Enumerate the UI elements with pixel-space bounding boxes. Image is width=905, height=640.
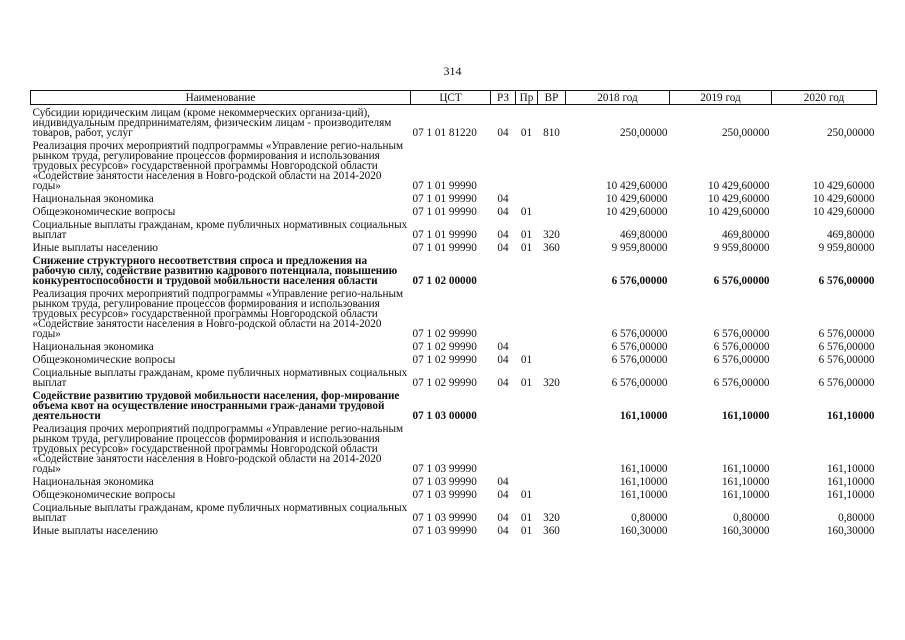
row-vr — [538, 487, 566, 500]
row-value-2020: 469,80000 — [826, 229, 875, 241]
table-row — [31, 487, 877, 500]
row-value-2018: 469,80000 — [619, 229, 668, 241]
row-vr — [538, 138, 566, 191]
row-vr — [538, 204, 566, 217]
row-name: Реализация прочих мероприятий подпрограммы «Управление регио-нальным рынком труда, регулирование процессов формирования и использования трудовых ресурсов» государственной программы Новгородской области «Содействие занятости населения в Новго-родской области на 2014-2020 годы» — [32, 288, 404, 340]
row-name: Общеэкономические вопросы — [32, 354, 176, 366]
row-value-2020: 9 959,80000 — [818, 242, 875, 254]
row-rz: 04 — [497, 242, 509, 254]
row-value-2018: 161,10000 — [619, 463, 668, 475]
row-value-2019: 6 576,00000 — [713, 341, 770, 353]
row-value-2018: 161,10000 — [619, 489, 668, 501]
row-rz: 04 — [497, 377, 509, 389]
row-cst: 07 1 01 99990 — [412, 229, 477, 241]
row-rz — [491, 388, 516, 421]
row-rz — [491, 253, 516, 286]
table-row — [31, 421, 877, 474]
table-row — [31, 217, 877, 240]
row-name: Реализация прочих мероприятий подпрограммы «Управление регио-нальным рынком труда, регулирование процессов формирования и использования трудовых ресурсов» государственной программы Новгородской области «Содействие занятости населения в Новго-родской области на 2014-2020 годы» — [32, 140, 404, 192]
row-pr: 01 — [520, 489, 533, 501]
table-header-row — [31, 91, 877, 105]
row-value-2018: 160,30000 — [619, 525, 668, 537]
row-value-2020: 161,10000 — [826, 463, 875, 475]
row-value-2019: 6 576,00000 — [713, 328, 770, 340]
row-rz: 04 — [497, 525, 509, 537]
row-vr — [538, 421, 566, 474]
row-value-2020: 161,10000 — [826, 489, 875, 501]
row-value-2018: 0,80000 — [631, 512, 668, 524]
row-pr: 01 — [520, 354, 533, 366]
row-rz: 04 — [497, 512, 509, 524]
row-rz: 04 — [497, 206, 509, 218]
row-rz — [491, 138, 516, 191]
row-value-2019: 6 576,00000 — [713, 377, 770, 389]
row-value-2019: 161,10000 — [721, 476, 770, 488]
row-value-2018: 6 576,00000 — [611, 354, 668, 366]
row-value-2019: 6 576,00000 — [713, 354, 770, 366]
row-pr: 01 — [520, 525, 533, 537]
row-vr: 360 — [543, 242, 560, 254]
row-name: Общеэкономические вопросы — [32, 489, 176, 501]
row-value-2020: 10 429,60000 — [812, 193, 875, 205]
row-value-2019: 10 429,60000 — [707, 206, 770, 218]
row-cst: 07 1 02 99990 — [412, 354, 477, 366]
table-row — [31, 253, 877, 286]
table-row — [31, 352, 877, 365]
row-cst: 07 1 01 99990 — [412, 180, 477, 192]
row-name: Иные выплаты населению — [32, 525, 158, 537]
row-cst: 07 1 02 00000 — [412, 275, 477, 287]
row-value-2019: 161,10000 — [721, 410, 770, 422]
row-cst: 07 1 01 99990 — [412, 193, 477, 205]
row-rz — [491, 421, 516, 474]
col-header-name: Наименование — [31, 91, 411, 105]
row-name: Социальные выплаты гражданам, кроме публичных нормативных социальных выплат — [32, 367, 408, 389]
table-row — [31, 388, 877, 421]
row-value-2020: 0,80000 — [838, 512, 875, 524]
row-name: Общеэкономические вопросы — [32, 206, 176, 218]
row-value-2018: 10 429,60000 — [605, 193, 668, 205]
row-value-2020: 250,00000 — [826, 127, 875, 139]
row-value-2018: 161,10000 — [619, 410, 668, 422]
row-cst: 07 1 01 81220 — [412, 127, 477, 139]
row-value-2020: 10 429,60000 — [812, 206, 875, 218]
row-value-2019: 160,30000 — [721, 525, 770, 537]
row-cst: 07 1 03 99990 — [412, 463, 477, 475]
row-cst: 07 1 03 99990 — [412, 525, 477, 537]
row-vr: 320 — [543, 229, 560, 241]
row-cst: 07 1 03 99990 — [412, 489, 477, 501]
table-row — [31, 523, 877, 536]
row-vr — [538, 286, 566, 339]
row-value-2019: 9 959,80000 — [713, 242, 770, 254]
row-value-2018: 250,00000 — [619, 127, 668, 139]
table-row — [31, 138, 877, 191]
row-value-2019: 10 429,60000 — [707, 193, 770, 205]
row-pr: 01 — [520, 127, 533, 139]
row-name: Снижение структурного несоответствия спроса и предложения на рабочую силу, содействие развитию кадрового потенциала, повышению конкурентоспособности и трудовой мобильности населения области — [32, 255, 398, 287]
row-value-2018: 6 576,00000 — [611, 328, 668, 340]
row-cst: 07 1 03 00000 — [412, 410, 477, 422]
col-header-rz: РЗ — [491, 91, 516, 105]
row-value-2018: 6 576,00000 — [611, 377, 668, 389]
row-name: Субсидии юридическим лицам (кроме некоммерческих организа-ций), индивидуальным предпринимателям, физическим лицам - производителям товаров, работ, услуг — [32, 107, 392, 139]
row-vr: 810 — [543, 127, 560, 139]
row-rz: 04 — [497, 489, 509, 501]
row-cst: 07 1 02 99990 — [412, 377, 477, 389]
row-rz: 04 — [497, 229, 509, 241]
col-header-2019: 2019 год — [670, 91, 772, 105]
row-value-2020: 160,30000 — [826, 525, 875, 537]
row-pr — [516, 339, 538, 352]
row-name: Реализация прочих мероприятий подпрограммы «Управление регио-нальным рынком труда, регулирование процессов формирования и использования трудовых ресурсов» государственной программы Новгородской области «Содействие занятости населения в Новго-родской области на 2014-2020 годы» — [32, 423, 404, 475]
row-vr: 320 — [543, 512, 560, 524]
row-value-2019: 161,10000 — [721, 463, 770, 475]
row-cst: 07 1 01 99990 — [412, 242, 477, 254]
row-value-2019: 0,80000 — [733, 512, 770, 524]
row-vr — [538, 191, 566, 204]
row-value-2018: 6 576,00000 — [611, 275, 668, 287]
row-pr — [516, 474, 538, 487]
table-row — [31, 474, 877, 487]
row-pr — [516, 138, 538, 191]
table-row — [31, 286, 877, 339]
row-pr: 01 — [520, 206, 533, 218]
row-name: Иные выплаты населению — [32, 242, 158, 254]
col-header-pr: Пр — [516, 91, 538, 105]
row-value-2018: 6 576,00000 — [611, 341, 668, 353]
col-header-vr: ВР — [538, 91, 566, 105]
row-rz: 04 — [497, 341, 509, 353]
row-pr: 01 — [520, 377, 533, 389]
row-pr: 01 — [520, 242, 533, 254]
row-rz — [491, 286, 516, 339]
table-row — [31, 365, 877, 388]
row-value-2019: 10 429,60000 — [707, 180, 770, 192]
row-pr — [516, 253, 538, 286]
row-rz: 04 — [497, 127, 509, 139]
row-value-2020: 6 576,00000 — [818, 341, 875, 353]
row-value-2019: 161,10000 — [721, 489, 770, 501]
row-name: Национальная экономика — [32, 193, 154, 205]
row-name: Социальные выплаты гражданам, кроме публичных нормативных социальных выплат — [32, 502, 408, 524]
row-vr — [538, 474, 566, 487]
col-header-2018: 2018 год — [566, 91, 670, 105]
row-name: Национальная экономика — [32, 341, 154, 353]
col-header-cst: ЦСТ — [411, 91, 491, 105]
row-name: Содействие развитию трудовой мобильности населения, фор-мирование объема квот на осуществление иностранными граж-данами трудовой деятельности — [32, 390, 400, 422]
row-value-2020: 161,10000 — [826, 476, 875, 488]
row-pr: 01 — [520, 229, 533, 241]
row-pr — [516, 421, 538, 474]
row-rz: 04 — [497, 476, 509, 488]
row-value-2020: 161,10000 — [826, 410, 875, 422]
table-row — [31, 105, 877, 139]
budget-table — [30, 90, 877, 536]
table-row — [31, 500, 877, 523]
row-value-2020: 6 576,00000 — [818, 275, 875, 287]
row-vr: 360 — [543, 525, 560, 537]
row-pr — [516, 191, 538, 204]
row-cst: 07 1 02 99990 — [412, 328, 477, 340]
col-header-2020: 2020 год — [772, 91, 877, 105]
row-value-2020: 6 576,00000 — [818, 354, 875, 366]
page-number: 314 — [443, 64, 462, 78]
row-value-2018: 9 959,80000 — [611, 242, 668, 254]
row-vr — [538, 253, 566, 286]
row-name: Национальная экономика — [32, 476, 154, 488]
row-value-2018: 161,10000 — [619, 476, 668, 488]
row-value-2020: 6 576,00000 — [818, 328, 875, 340]
row-value-2019: 250,00000 — [721, 127, 770, 139]
table-row — [31, 204, 877, 217]
row-pr — [516, 286, 538, 339]
row-vr — [538, 388, 566, 421]
row-pr: 01 — [520, 512, 533, 524]
row-value-2018: 10 429,60000 — [605, 180, 668, 192]
row-vr: 320 — [543, 377, 560, 389]
row-vr — [538, 339, 566, 352]
row-value-2018: 10 429,60000 — [605, 206, 668, 218]
row-rz: 04 — [497, 354, 509, 366]
row-value-2019: 469,80000 — [721, 229, 770, 241]
row-pr — [516, 388, 538, 421]
table-row — [31, 191, 877, 204]
table-row — [31, 240, 877, 253]
row-vr — [538, 352, 566, 365]
row-value-2020: 6 576,00000 — [818, 377, 875, 389]
row-value-2019: 6 576,00000 — [713, 275, 770, 287]
row-cst: 07 1 01 99990 — [412, 206, 477, 218]
row-name: Социальные выплаты гражданам, кроме публичных нормативных социальных выплат — [32, 219, 408, 241]
row-rz: 04 — [497, 193, 509, 205]
row-cst: 07 1 03 99990 — [412, 512, 477, 524]
table-row — [31, 339, 877, 352]
row-cst: 07 1 03 99990 — [412, 476, 477, 488]
row-value-2020: 10 429,60000 — [812, 180, 875, 192]
row-cst: 07 1 02 99990 — [412, 341, 477, 353]
